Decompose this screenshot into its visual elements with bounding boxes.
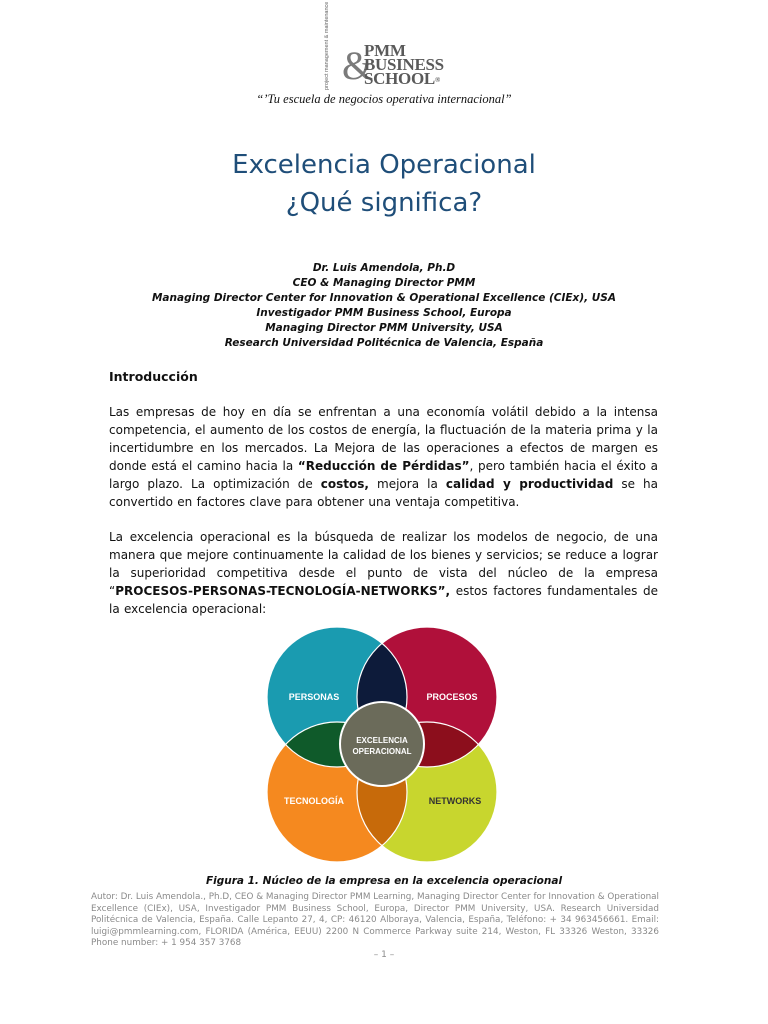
label-center-2: OPERACIONAL: [352, 747, 412, 756]
author-line: Research Universidad Politécnica de Valencia, España: [224, 337, 544, 349]
author-line: Investigador PMM Business School, Europa: [256, 307, 512, 319]
section-heading-introduccion: Introducción: [109, 369, 198, 384]
tagline: “’Tu escuela de negocios operativa internacional”: [256, 92, 512, 106]
page-number: – 1 –: [373, 950, 395, 960]
logo-vertical-text: [318, 1, 344, 90]
logo-line-3: SCHOOL®: [364, 69, 440, 88]
logo-ampersand: &: [342, 43, 374, 88]
pmm-logo: [318, 1, 458, 92]
author-line: Dr. Luis Amendola, Ph.D: [312, 262, 456, 274]
logo-line-1: PMM: [364, 41, 406, 60]
excellence-venn-diagram: [262, 632, 502, 862]
label-networks: NETWORKS: [428, 796, 482, 806]
footer-author-info: Autor: Dr. Luis Amendola., Ph.D, CEO & Managing Director PMM Learning, Managing Director Center for Innovation & Operational Excellence (CIEx), USA, Investigador PMM Business School, Europa, Director PMM University, USA. Research Universidad Politécnica de Valencia, España. Calle Lepanto 27, 4, CP: 46120 Alboraya, Valencia, España, Teléfono: + 34 963456661. Email: luigi@pmmlearning.com, FLORIDA (América, EEUU) 2200 N Commerce Parkway suite 214, Weston, FL 33326 Weston, 33326 Phone number: + 1 954 357 3768: [91, 892, 659, 948]
label-center-1: EXCELENCIA: [356, 736, 408, 745]
title-line-2: ¿Qué significa?: [285, 188, 483, 218]
intro-paragraph-1: Las empresas de hoy en día se enfrentan a una economía volátil debido a la intensa competencia, el aumento de los costos de energía, la fluctuación de la materia prima y la incertidumbre en los mercados. La Mejora de las operaciones a efectos de margen es donde está el camino hacia la “Reducción de Pérdidas”, pero también hacia el éxito a largo plazo. La optimización de costos, mejora la calidad y productividad se ha convertido en factores clave para obtener una ventaja competitiva.: [109, 405, 659, 509]
logo-line-2: BUSINESS: [364, 55, 444, 74]
author-line: CEO & Managing Director PMM: [292, 277, 476, 289]
page-title: [0, 146, 768, 222]
svg-text:project management & maintenan: project management & maintenance: [324, 1, 330, 90]
author-block: [0, 261, 768, 351]
author-line: Managing Director PMM University, USA: [265, 322, 503, 334]
intro-paragraph-2: La excelencia operacional es la búsqueda de realizar los modelos de negocio, de una manera que mejore continuamente la calidad de los bienes y servicios; se reduce a lograr la superioridad competitiva desde el punto de vista del núcleo de la empresa “PROCESOS-PERSONAS-TECNOLOGÍA-NETWORKS”, estos factores fundamentales de la excelencia operacional:: [109, 530, 658, 616]
label-personas: PERSONAS: [288, 692, 340, 702]
label-tecnologia: TECNOLOGÍA: [284, 796, 344, 806]
logo-brand: [364, 41, 444, 88]
figure-caption: Figura 1. Núcleo de la empresa en la excelencia operacional: [205, 875, 563, 887]
title-line-1: Excelencia Operacional: [232, 150, 536, 180]
author-line: Managing Director Center for Innovation & Operational Excellence (CIEx), USA: [151, 292, 616, 304]
label-procesos: PROCESOS: [426, 692, 478, 702]
